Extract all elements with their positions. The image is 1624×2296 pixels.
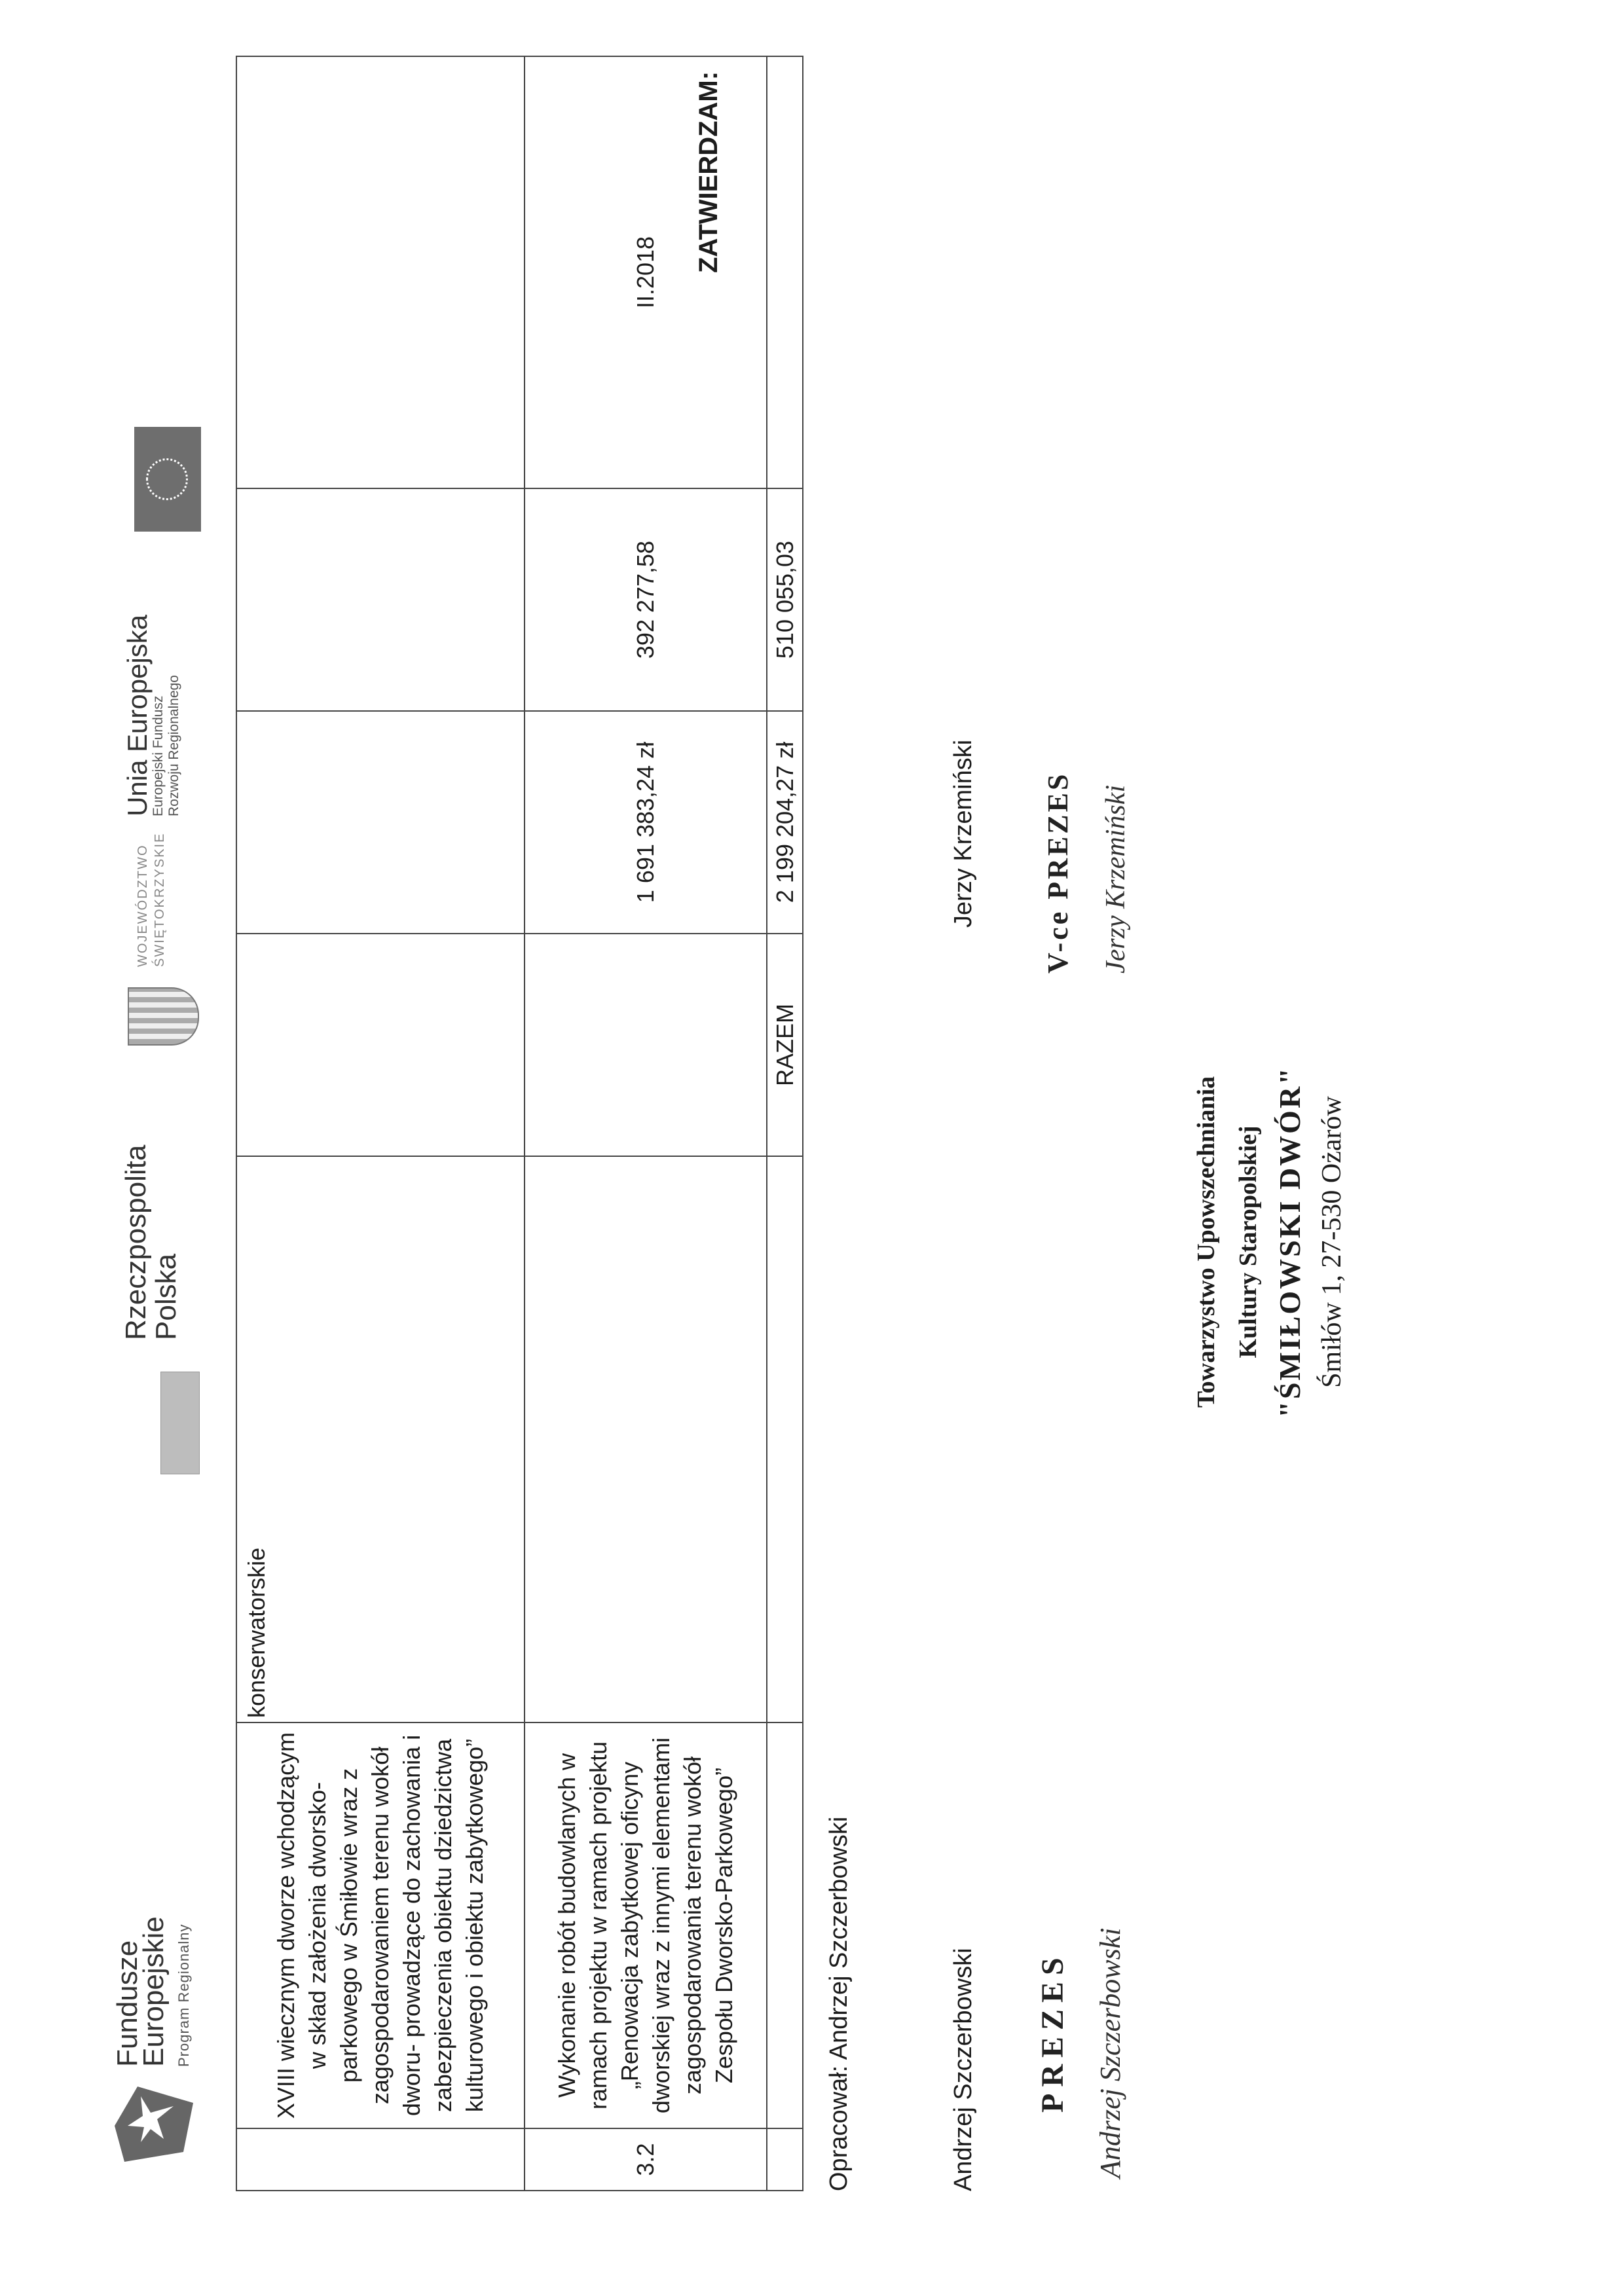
empty-cell [767,56,803,488]
mid-stamp: V-ce PREZES [1042,771,1074,974]
row-category: konserwatorskie [236,1156,525,1722]
empty-cell [236,56,525,488]
left-name: Andrzej Szczerbowski [950,1948,977,2191]
empty-cell [525,934,767,1156]
empty-cell [767,1722,803,2128]
eu-flag-icon [134,427,201,532]
rzeczpospolita-logo-text [121,1145,181,1340]
ue-sub1: Europejski Fundusz [151,695,166,816]
wojewodztwo-logo-text [134,833,168,967]
budget-table [236,56,803,2191]
fundusze-logo-text [111,1916,197,2067]
total-row [767,56,803,2191]
fundusze-line2: Europejskie [138,1916,170,2067]
ue-sub2: Rozwoju Regionalnego [166,675,181,816]
left-signature: Andrzej Szczerbowski [1094,1927,1126,2178]
polish-flag-icon [160,1372,200,1474]
logo-strip [0,0,216,2296]
mid-signature: Jerzy Krzemiński [1101,784,1131,974]
org-line1: Towarzystwo Upowszechniania [1192,1076,1220,1408]
empty-cell [236,934,525,1156]
swietokrzyskie-crest-icon [128,987,199,1046]
unia-logo-text [124,615,182,816]
row-description: Wykonanie robót budowlanych w ramach projektu w ramach projektu „Renowacja zabytkowej oficyny dworskiej wraz z innymi elementami zagospodarowania terenu wokół Zespołu Dworsko-Parkowego” [525,1722,767,2128]
fundusze-sub: Program Regionalny [175,1923,192,2067]
organization-stamp [1185,882,1353,1602]
left-stamp: PREZES [1035,1951,1070,2113]
org-line2: Kultury Staropolskiej [1234,1125,1262,1358]
empty-cell [767,1156,803,1722]
woj-line1: WOJEWÓDZTWO [136,844,150,967]
fundusze-europejskie-logo-icon [111,2080,196,2165]
empty-cell [525,1156,767,1722]
row-subsidy: 392 277,58 [525,488,767,711]
row-number: 3.2 [525,2128,767,2191]
rp-line1: Rzeczpospolita [120,1144,152,1340]
mid-name: Jerzy Krzemiński [950,739,977,928]
fundusze-line1: Fundusze [111,1940,143,2067]
empty-cell [236,711,525,934]
empty-cell [767,2128,803,2191]
prepared-by: Opracował: Andrzej Szczerbowski [825,1816,853,2191]
ue-line1: Unia Europejska [122,614,153,816]
row-total: 1 691 383,24 zł [525,711,767,934]
approve-label: ZATWIERDZAM: [694,71,723,273]
row-number [236,2128,525,2191]
table-row [525,56,767,2191]
total-amount: 2 199 204,27 zł [767,711,803,934]
woj-line2: ŚWIĘTOKRZYSKIE [153,832,167,967]
total-subsidy: 510 055,03 [767,488,803,711]
row-date: II.2018 [525,56,767,488]
total-label: RAZEM [767,934,803,1156]
table-row [236,56,525,2191]
row-description: XVIII wiecznym dworze wchodzącym w skład założenia dworsko-parkowego w Śmiłowie wraz z zagospodarowaniem terenu wokół dworu- prowadzące do zachowania i zabezpieczenia obiektu dziedzictwa kulturowego i obiektu zabytkowego” [236,1722,525,2128]
org-line3: "ŚMIŁOWSKI DWÓR" [1273,1066,1306,1418]
rp-line2: Polska [150,1253,182,1340]
org-line4: Śmiłów 1, 27-530 Ożarów [1317,1096,1347,1388]
empty-cell [236,488,525,711]
